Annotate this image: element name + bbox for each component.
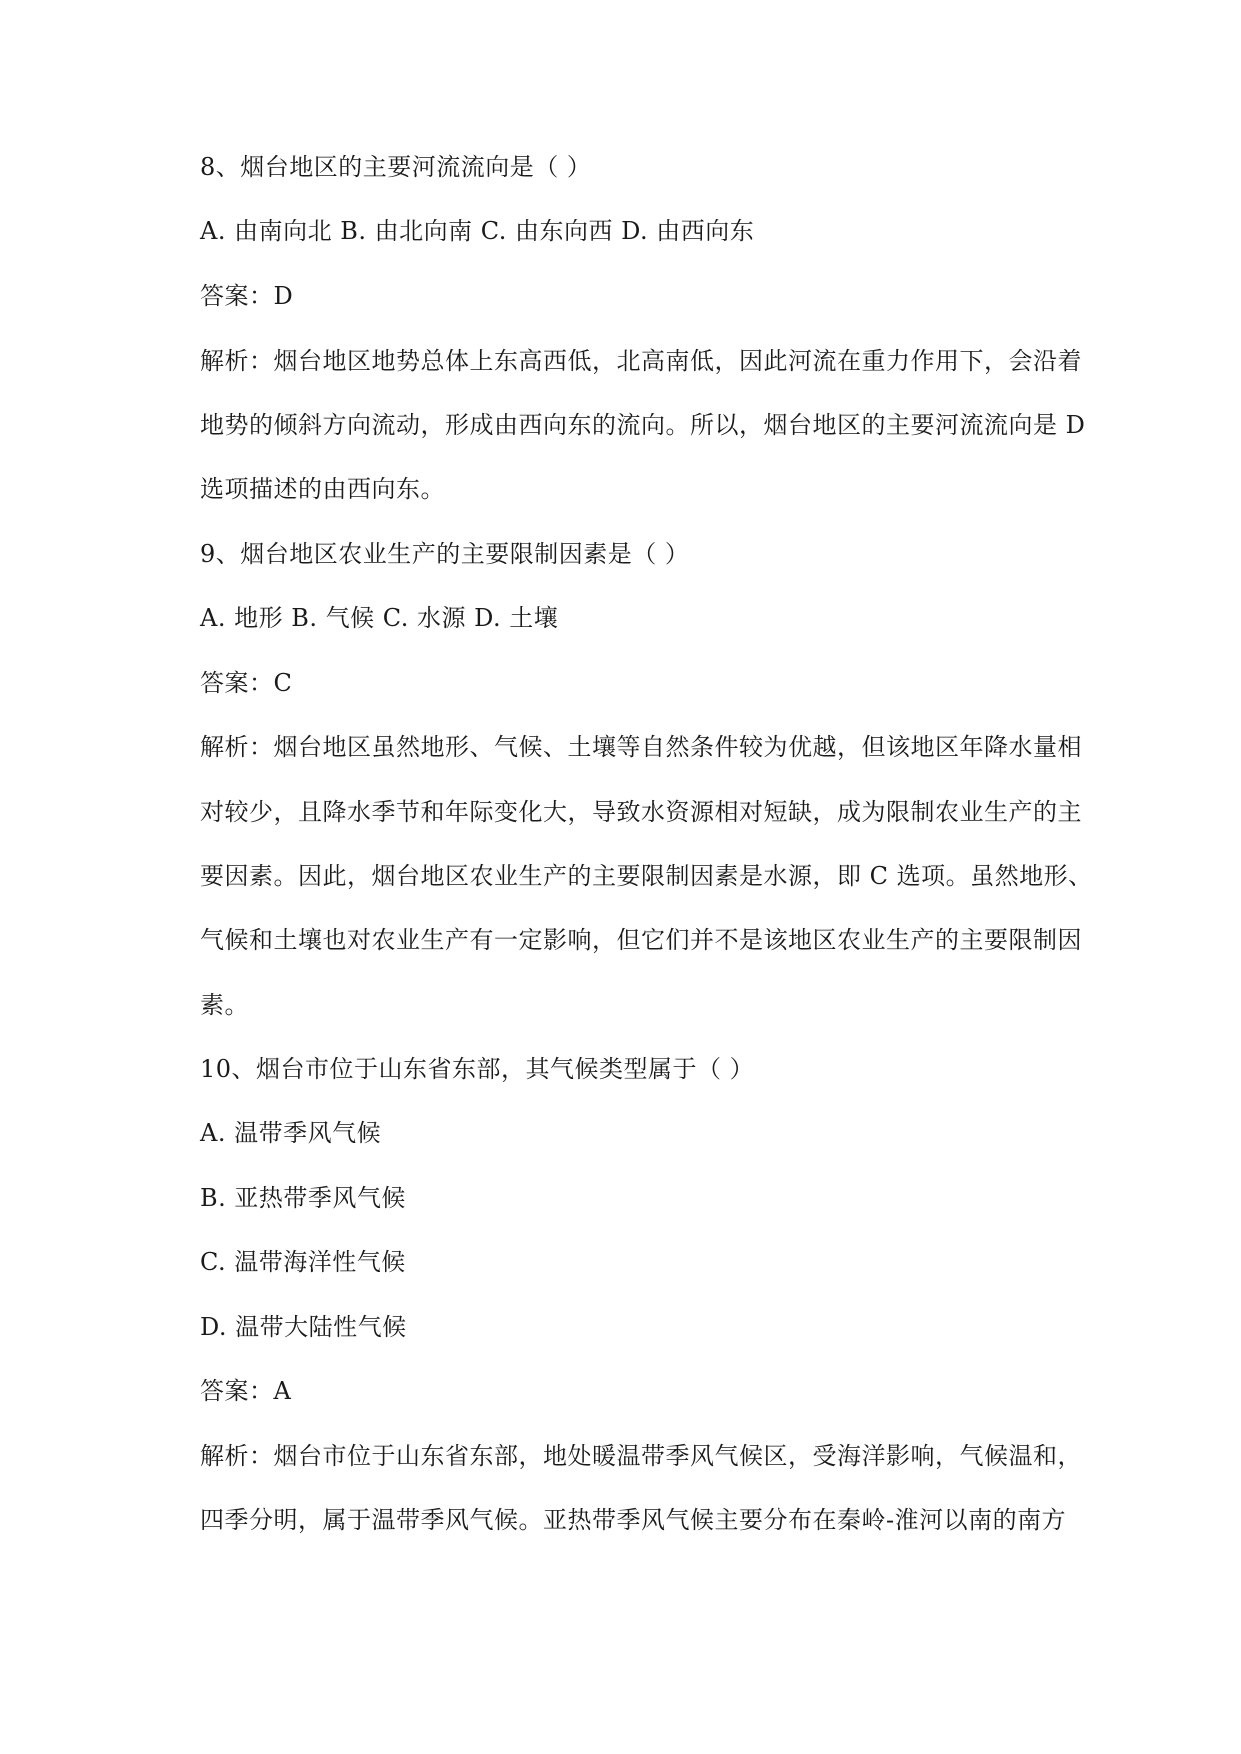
question-8-options: A. 由南向北 B. 由北向南 C. 由东向西 D. 由西向东 (200, 217, 755, 245)
question-9-analysis-line-3: 要因素。因此，烟台地区农业生产的主要限制因素是水源，即 C 选项。虽然地形、 (200, 862, 1093, 890)
question-10-option-d: D. 温带大陆性气候 (200, 1313, 407, 1341)
question-10-answer: 答案：A (200, 1377, 292, 1405)
question-9-options: A. 地形 B. 气候 C. 水源 D. 土壤 (200, 604, 559, 632)
question-10-option-b: B. 亚热带季风气候 (200, 1184, 406, 1212)
question-8-answer: 答案：D (200, 282, 294, 310)
question-10-option-c: C. 温带海洋性气候 (200, 1248, 406, 1276)
question-8-analysis-line-3: 选项描述的由西向东。 (200, 475, 445, 503)
question-9-stem: 9、烟台地区农业生产的主要限制因素是（ ） (200, 540, 690, 568)
question-10-analysis-line-1: 解析：烟台市位于山东省东部，地处暖温带季风气候区，受海洋影响，气候温和， (200, 1442, 1082, 1470)
question-10-option-a: A. 温带季风气候 (200, 1119, 382, 1147)
question-9-analysis-line-4: 气候和土壤也对农业生产有一定影响，但它们并不是该地区农业生产的主要限制因 (200, 926, 1082, 954)
question-9-analysis-line-2: 对较少，且降水季节和年际变化大，导致水资源相对短缺，成为限制农业生产的主 (200, 798, 1082, 826)
question-9-analysis-line-1: 解析：烟台地区虽然地形、气候、土壤等自然条件较为优越，但该地区年降水量相 (200, 733, 1082, 761)
question-8-stem: 8、烟台地区的主要河流流向是（ ） (200, 153, 592, 181)
question-9-analysis-line-5: 素。 (200, 991, 249, 1019)
question-10-stem: 10、烟台市位于山东省东部，其气候类型属于（ ） (200, 1055, 755, 1083)
question-8-analysis-line-2: 地势的倾斜方向流动，形成由西向东的流向。所以，烟台地区的主要河流流向是 D (200, 411, 1086, 439)
question-9-answer: 答案：C (200, 669, 293, 697)
question-10-analysis-line-2: 四季分明，属于温带季风气候。亚热带季风气候主要分布在秦岭-淮河以南的南方 (200, 1506, 1067, 1534)
question-8-analysis-line-1: 解析：烟台地区地势总体上东高西低，北高南低，因此河流在重力作用下，会沿着 (200, 347, 1082, 375)
